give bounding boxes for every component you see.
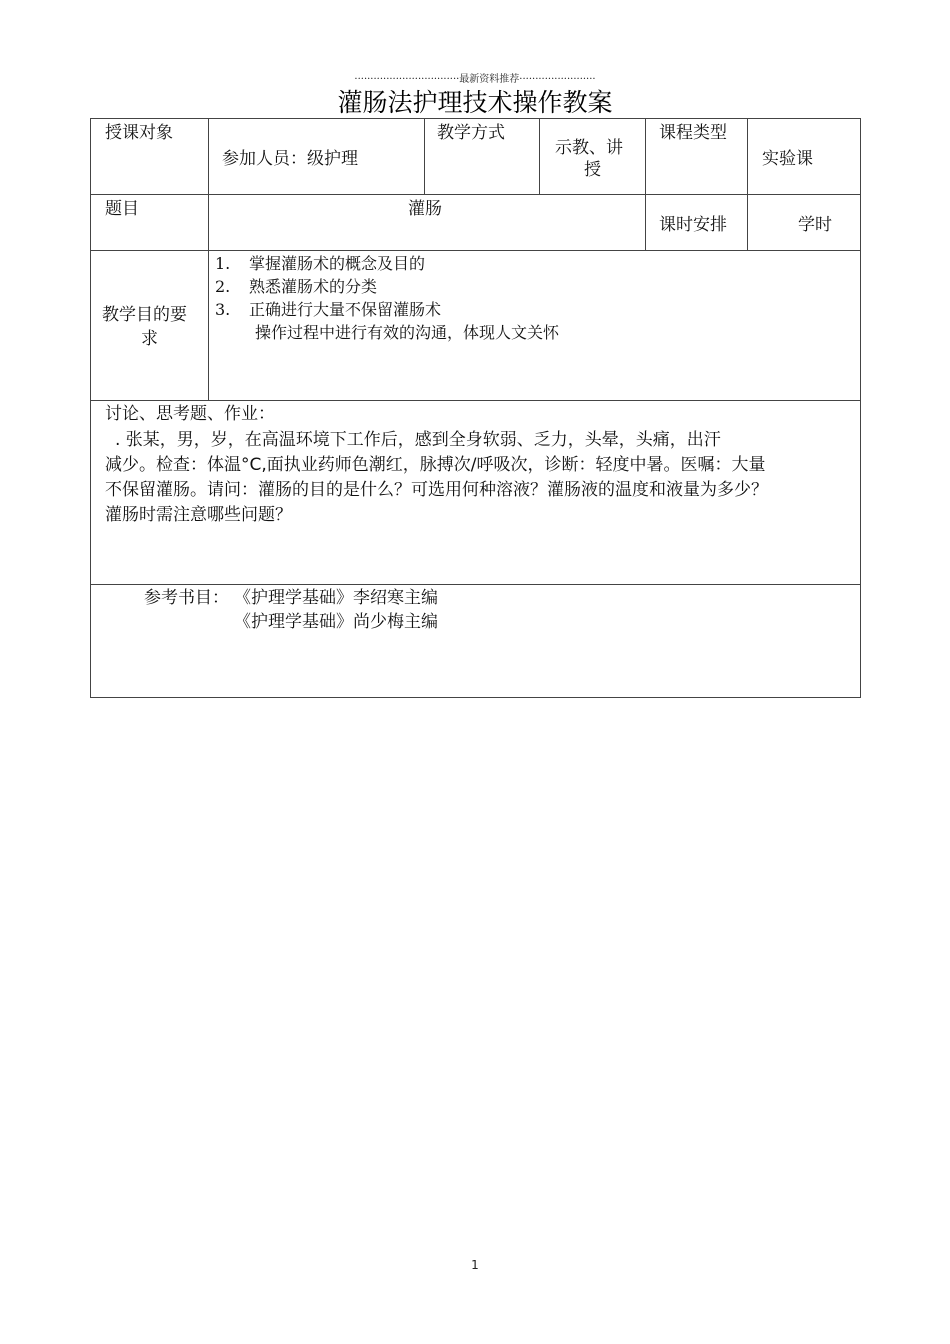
cell-course-type-label [645,118,748,195]
hours-label: 课时安排 [659,215,727,235]
cell-method-label [424,118,540,195]
course-type-value: 实验课 [762,149,813,169]
case-line-2: 减少。检查：体温°C,面执业药师色潮红，脉搏次/呼吸次，诊断：轻度中暑。医嘱：大量 [105,455,766,475]
cell-topic-label [90,194,209,251]
subject-label: 授课对象 [105,123,173,143]
goal-2-num: 2. [215,277,231,296]
goal-1-num: 1. [215,254,231,273]
topic-label: 题目 [105,199,139,219]
cell-method-value [539,118,646,195]
header-watermark-line: ·································最新资料推荐························ [354,74,596,85]
method-value-line2: 授 [584,160,601,180]
goal-extra-text: 操作过程中进行有效的沟通，体现人文关怀 [255,323,560,342]
goal-3-text: 正确进行大量不保留灌肠术 [249,300,442,319]
goal-1-text: 掌握灌肠术的概念及目的 [249,254,426,273]
goal-2-text: 熟悉灌肠术的分类 [249,277,378,296]
reference-2: 《护理学基础》尚少梅主编 [234,612,438,632]
hours-value: 学时 [798,215,832,235]
method-label: 教学方式 [437,123,505,143]
cell-references [90,584,861,698]
cell-hours-value [747,194,861,251]
cell-hours-label [645,194,748,251]
goals-label-line2: 求 [141,329,158,349]
reference-1: 《护理学基础》李绍寒主编 [234,588,438,608]
goals-label-line1: 教学目的要 [102,305,187,325]
cell-discussion [90,400,861,585]
discussion-label: 讨论、思考题、作业： [105,404,275,424]
cell-course-type-value [747,118,861,195]
case-line-1: . 张某，男，岁，在高温环境下工作后，感到全身软弱、乏力，头晕，头痛，出汗 [115,430,721,450]
topic-value: 灌肠 [408,199,442,219]
case-line-3: 不保留灌肠。请问：灌肠的目的是什么？可选用何种溶液？灌肠液的温度和液量为多少？ [105,480,768,500]
references-label: 参考书目： [144,588,229,608]
page-title: 灌肠法护理技术操作教案 [337,88,613,117]
cell-goals-list [208,250,861,401]
method-value-line1: 示教、讲 [555,138,623,158]
page-number: 1 [471,1258,479,1272]
cell-participants [208,118,425,195]
participants-text: 参加人员：级护理 [222,149,358,169]
case-line-4: 灌肠时需注意哪些问题？ [105,505,292,525]
cell-topic-value [208,194,646,251]
cell-subject-label [90,118,209,195]
course-type-label: 课程类型 [659,123,727,143]
goal-3-num: 3. [215,300,231,319]
cell-goals-label [90,250,209,401]
